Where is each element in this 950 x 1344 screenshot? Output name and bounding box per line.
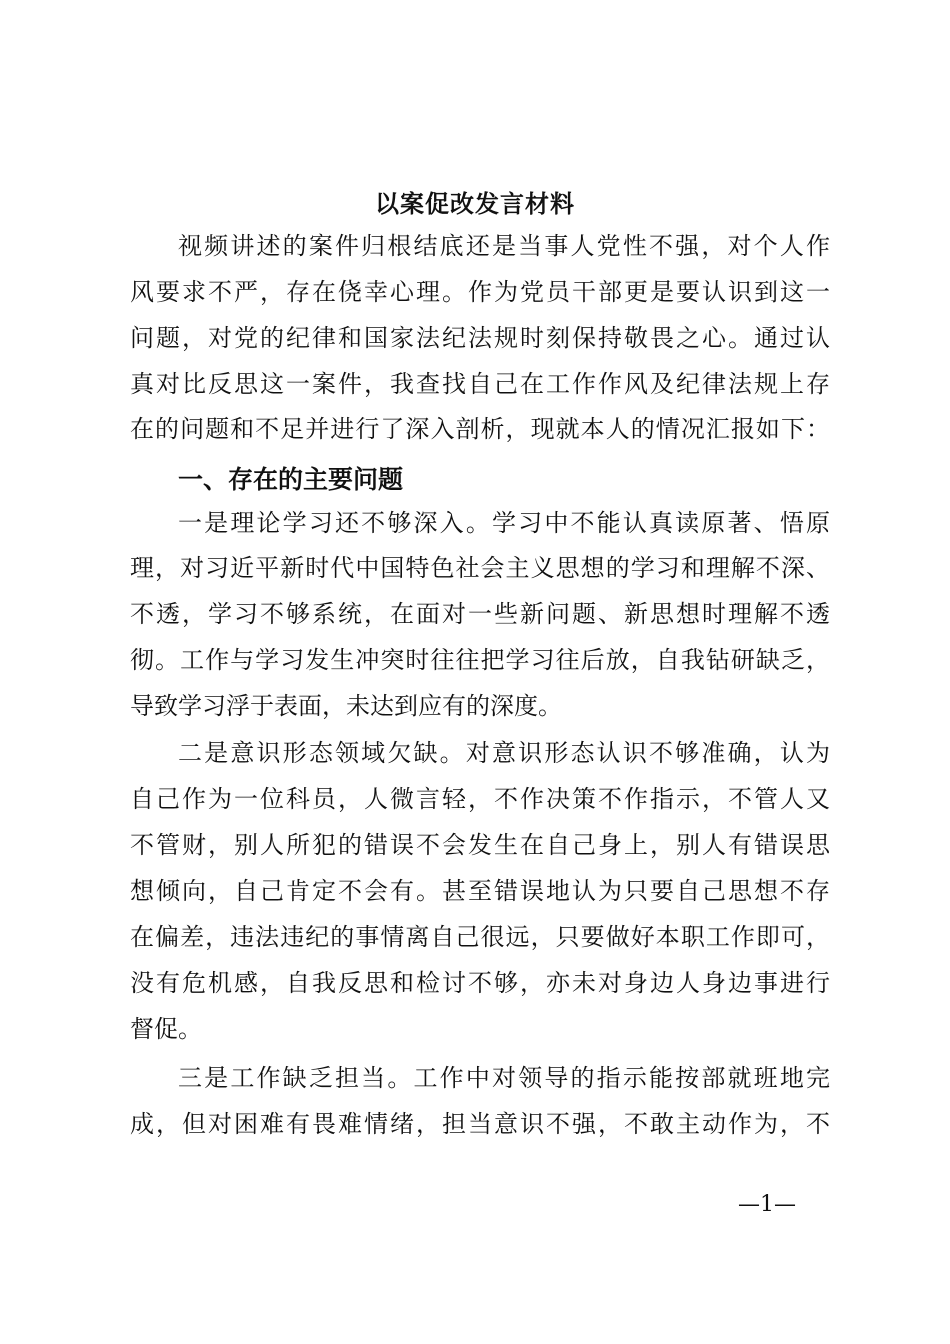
text-line: 一是理论学习还不够深入。学习中不能认真读原著、悟原 xyxy=(178,509,830,537)
section-heading: 一、存在的主要问题 xyxy=(178,465,404,494)
text-line: 导致学习浮于表面，未达到应有的深度。 xyxy=(130,692,562,720)
text-line: 彻。工作与学习发生冲突时往往把学习往后放，自我钻研缺乏， xyxy=(130,646,830,674)
text-line: 督促。 xyxy=(130,1015,202,1043)
document-title: 以案促改发言材料 xyxy=(375,189,575,218)
page-number: —1— xyxy=(738,1192,796,1217)
text-line: 视频讲述的案件归根结底还是当事人党性不强，对个人作 xyxy=(178,232,830,260)
text-line: 理，对习近平新时代中国特色社会主义思想的学习和理解不深、 xyxy=(130,554,830,582)
text-line: 自己作为一位科员，人微言轻，不作决策不作指示，不管人又 xyxy=(130,785,830,813)
text-line: 问题，对党的纪律和国家法纪法规时刻保持敬畏之心。通过认 xyxy=(130,324,830,352)
text-line: 成，但对困难有畏难情绪，担当意识不强，不敢主动作为，不 xyxy=(130,1110,830,1138)
text-line: 没有危机感，自我反思和检讨不够，亦未对身边人身边事进行 xyxy=(130,969,830,997)
text-line: 三是工作缺乏担当。工作中对领导的指示能按部就班地完 xyxy=(178,1064,830,1092)
text-line: 想倾向，自己肯定不会有。甚至错误地认为只要自己思想不存 xyxy=(130,877,830,905)
text-line: 真对比反思这一案件，我查找自己在工作作风及纪律法规上存 xyxy=(130,370,830,398)
text-line: 不透，学习不够系统，在面对一些新问题、新思想时理解不透 xyxy=(130,600,830,628)
text-line: 在的问题和不足并进行了深入剖析，现就本人的情况汇报如下： xyxy=(130,415,830,443)
text-line: 风要求不严，存在侥幸心理。作为党员干部更是要认识到这一 xyxy=(130,278,830,306)
text-line: 二是意识形态领域欠缺。对意识形态认识不够准确，认为 xyxy=(178,739,830,767)
text-line: 不管财，别人所犯的错误不会发生在自己身上，别人有错误思 xyxy=(130,831,830,859)
text-line: 在偏差，违法违纪的事情离自己很远，只要做好本职工作即可， xyxy=(130,923,830,951)
